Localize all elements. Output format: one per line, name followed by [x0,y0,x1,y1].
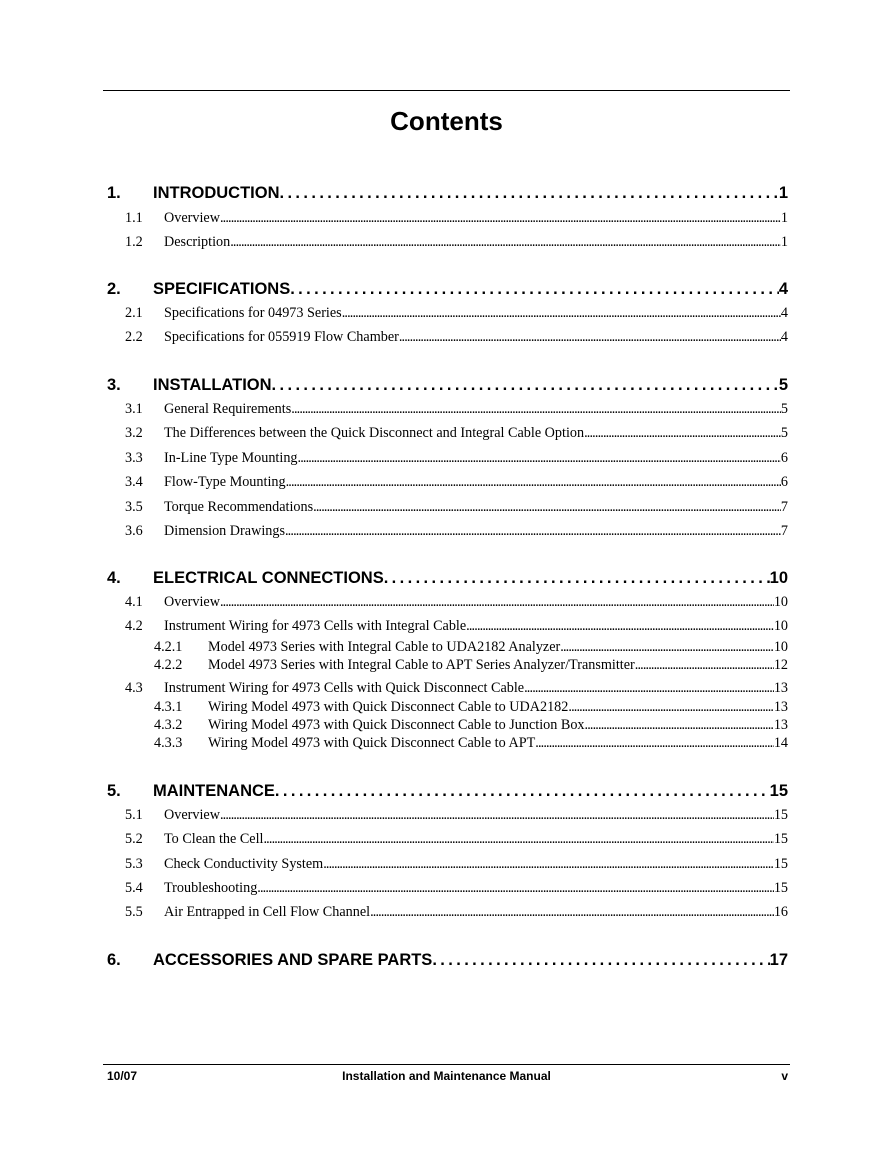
toc-dot-leader [285,522,781,541]
toc-dot-leader [585,716,774,734]
toc-section-entry[interactable] [125,806,788,825]
toc-subsection-entry[interactable] [154,656,788,674]
toc-entry-number: 3.6 [125,523,143,539]
toc-entry-title: Overview [164,807,220,823]
toc-section-entry[interactable] [125,903,788,922]
toc-entry-page: 4 [778,280,788,298]
toc-dot-leader [220,806,774,825]
toc-entry-page: 1 [780,234,788,250]
toc-section-entry[interactable] [125,855,788,874]
toc-entry-page: 5 [780,425,788,441]
toc-entry-page: 1 [780,210,788,226]
toc-dot-leader [263,830,773,849]
toc-entry-page: 15 [773,807,788,823]
toc-entry-title: ACCESSORIES AND SPARE PARTS [153,951,433,969]
toc-section-entry[interactable] [125,879,788,898]
toc-entry-page: 10 [773,594,788,610]
toc-section-entry[interactable] [125,593,788,612]
toc-entry-title: Air Entrapped in Cell Flow Channel [164,904,371,920]
toc-dot-leader [220,593,774,612]
toc-entry-number: 5. [107,782,121,800]
toc-entry-title: Dimension Drawings [164,523,285,539]
toc-entry-number: 3. [107,376,121,394]
toc-entry-page: 12 [773,657,788,673]
toc-dot-leader [584,424,781,443]
toc-entry-page: 13 [773,680,788,696]
toc-dot-leader [560,638,774,656]
toc-entry-number: 4.3.3 [154,735,183,751]
toc-dot-leader [399,328,781,347]
toc-section-entry[interactable] [125,424,788,443]
toc-entry-number: 4.2.1 [154,639,183,655]
toc-dot-leader [635,656,774,674]
toc-entry-title: Description [164,234,231,250]
toc-dot-leader [272,374,779,396]
toc-entry-title: MAINTENANCE [153,782,275,800]
toc-dot-leader [432,949,769,971]
toc-entry-number: 4. [107,569,121,587]
toc-entry-number: 4.3.1 [154,699,183,715]
toc-dot-leader [370,903,774,922]
toc-entry-page: 5 [778,376,788,394]
page-title: Contents [390,106,503,136]
toc-entry-page: 13 [773,699,788,715]
toc-entry-title: Overview [164,594,220,610]
toc-dot-leader [257,879,774,898]
toc-entry-number: 2. [107,280,121,298]
toc-entry-title: General Requirements [164,401,292,417]
toc-entry-title: Specifications for 055919 Flow Chamber [164,329,399,345]
toc-section-entry[interactable] [125,400,788,419]
toc-entry-page: 7 [780,523,788,539]
toc-entry-page: 13 [773,717,788,733]
toc-entry-page: 10 [769,569,788,587]
toc-entry-number: 1. [107,184,121,202]
toc-entry-number: 1.1 [125,210,143,226]
toc-entry-number: 3.5 [125,499,143,515]
toc-section-entry[interactable] [125,209,788,228]
toc-chapter-entry[interactable] [107,780,788,802]
toc-entry-number: 4.1 [125,594,143,610]
toc-entry-page: 15 [769,782,788,800]
toc-section-entry[interactable] [125,328,788,347]
toc-entry-number: 5.1 [125,807,143,823]
footer-page-number: v [781,1069,788,1083]
footer-date: 10/07 [107,1069,138,1083]
toc-entry-number: 3.2 [125,425,143,441]
toc-chapter-entry[interactable] [107,278,788,300]
toc-entry-number: 5.2 [125,831,143,847]
toc-entry-title: Wiring Model 4973 with Quick Disconnect Cable to APT [208,735,536,751]
toc-entry-page: 6 [780,450,788,466]
toc-dot-leader [220,209,781,228]
toc-entry-title: Troubleshooting [164,880,258,896]
toc-entry-page: 6 [780,474,788,490]
toc-entry-title: Wiring Model 4973 with Quick Disconnect Cable to Junction Box [208,717,585,733]
toc-entry-number: 1.2 [125,234,143,250]
toc-dot-leader [286,473,781,492]
toc-entry-title: Torque Recommendations [164,499,314,515]
toc-dot-leader [535,734,774,752]
toc-dot-leader [275,780,770,802]
toc-entry-title: SPECIFICATIONS [153,280,291,298]
toc-entry-title: Instrument Wiring for 4973 Cells with Integral Cable [164,618,467,634]
toc-entry-title: Instrument Wiring for 4973 Cells with Quick Disconnect Cable [164,680,525,696]
toc-entry-page: 15 [773,856,788,872]
toc-section-entry[interactable] [125,233,788,252]
toc-dot-leader [313,498,781,517]
toc-entry-number: 5.3 [125,856,143,872]
toc-entry-title: INSTALLATION [153,376,272,394]
toc-chapter-entry[interactable] [107,374,788,396]
toc-entry-number: 2.2 [125,329,143,345]
toc-subsection-entry[interactable] [154,734,788,752]
toc-entry-title: Model 4973 Series with Integral Cable to UDA2182 Analyzer [208,639,561,655]
toc-entry-title: Wiring Model 4973 with Quick Disconnect Cable to UDA2182 [208,699,569,715]
toc-section-entry[interactable] [125,498,788,517]
toc-section-entry[interactable] [125,679,788,698]
toc-section-entry[interactable] [125,304,788,323]
toc-entry-title: ELECTRICAL CONNECTIONS [153,569,384,587]
toc-subsection-entry[interactable] [154,716,788,734]
toc-entry-page: 1 [778,184,788,202]
toc-dot-leader [342,304,781,323]
toc-dot-leader [384,567,770,589]
toc-section-entry[interactable] [125,522,788,541]
toc-dot-leader [230,233,781,252]
toc-entry-page: 7 [780,499,788,515]
toc-entry-title: INTRODUCTION [153,184,280,202]
toc-entry-page: 4 [780,305,788,321]
toc-entry-title: Overview [164,210,220,226]
toc-section-entry[interactable] [125,473,788,492]
toc-dot-leader [298,449,781,468]
toc-entry-number: 5.5 [125,904,143,920]
toc-entry-title: In-Line Type Mounting [164,450,298,466]
toc-entry-page: 4 [780,329,788,345]
toc-entry-title: Flow-Type Mounting [164,474,286,490]
toc-entry-number: 3.4 [125,474,143,490]
toc-entry-number: 4.3.2 [154,717,183,733]
toc-entry-title: Specifications for 04973 Series [164,305,342,321]
toc-entry-number: 6. [107,951,121,969]
toc-entry-page: 15 [773,880,788,896]
toc-entry-page: 17 [769,951,788,969]
toc-entry-number: 2.1 [125,305,143,321]
toc-entry-page: 16 [773,904,788,920]
toc-entry-number: 3.3 [125,450,143,466]
toc-chapter-entry[interactable] [107,949,788,971]
toc-entry-page: 15 [773,831,788,847]
toc-chapter-entry[interactable] [107,182,788,204]
toc-dot-leader [524,679,774,698]
toc-section-entry[interactable] [125,617,788,636]
toc-dot-leader [290,278,779,300]
toc-entry-page: 5 [780,401,788,417]
toc-entry-page: 10 [773,618,788,634]
toc-dot-leader [568,698,773,716]
toc-entry-number: 4.3 [125,680,143,696]
toc-entry-page: 14 [773,735,788,751]
toc-entry-number: 3.1 [125,401,143,417]
toc-dot-leader [323,855,774,874]
toc-dot-leader [280,182,779,204]
footer-rule [103,1064,790,1065]
toc-entry-title: Model 4973 Series with Integral Cable to APT Series Analyzer/Transmitter [208,657,635,673]
toc-entry-number: 5.4 [125,880,143,896]
toc-subsection-entry[interactable] [154,638,788,656]
toc-entry-page: 10 [773,639,788,655]
toc-entry-number: 4.2.2 [154,657,183,673]
toc-chapter-entry[interactable] [107,567,788,589]
toc-subsection-entry[interactable] [154,698,788,716]
toc-dot-leader [291,400,781,419]
toc-entry-title: Check Conductivity System [164,856,324,872]
toc-section-entry[interactable] [125,830,788,849]
toc-section-entry[interactable] [125,449,788,468]
toc-entry-number: 4.2 [125,618,143,634]
toc-entry-title: To Clean the Cell [164,831,264,847]
toc-dot-leader [466,617,774,636]
footer-manual-title: Installation and Maintenance Manual [342,1069,551,1083]
toc-entry-title: The Differences between the Quick Disconnect and Integral Cable Option [164,425,585,441]
